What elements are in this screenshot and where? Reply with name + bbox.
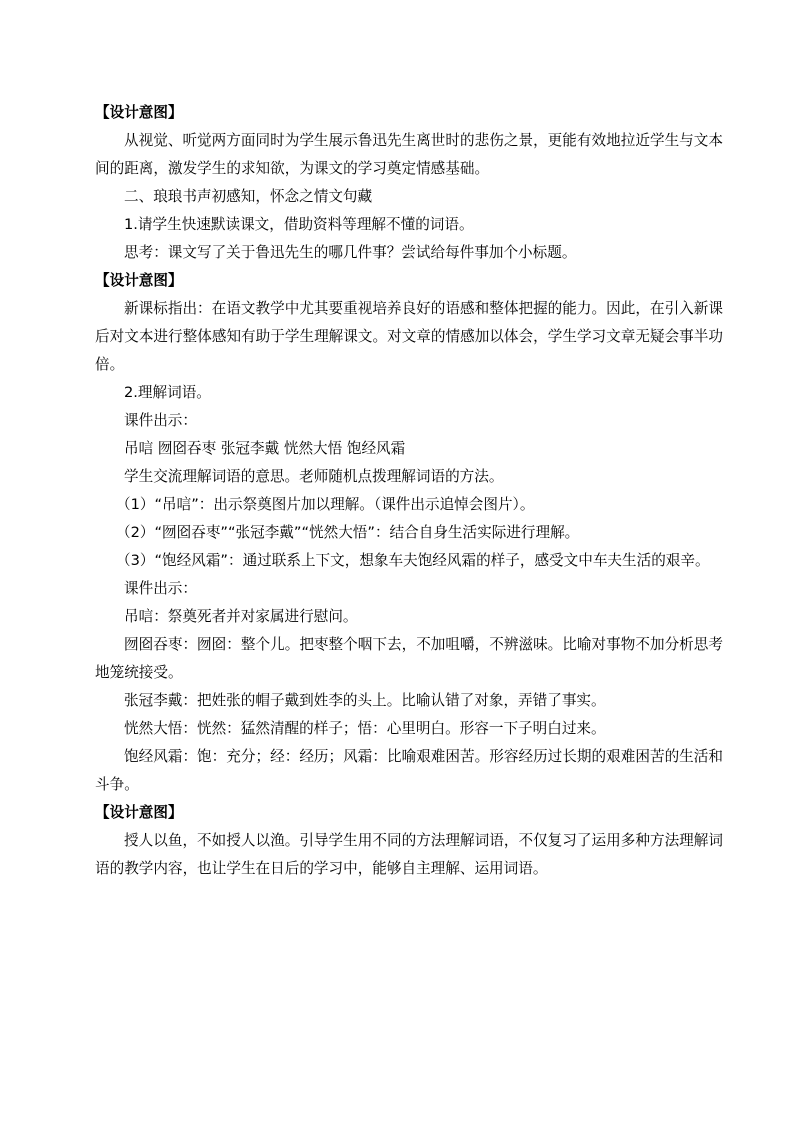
paragraph: 新课标指出：在语文教学中尤其要重视培养良好的语感和整体把握的能力。因此，在引入新课后对文本进行整体感知有助于学生理解课文。对文章的情感加以体会，学生学习文章无疑会事半功倍。 bbox=[95, 300, 723, 373]
numbered-item: （3）“饱经风霜”：通过联系上下文，想象车夫饱经风霜的样子，感受文中车夫生活的艰辛。 bbox=[116, 552, 710, 569]
paragraph: 课件出示： bbox=[124, 412, 197, 429]
paragraph: 学生交流理解词语的意思。老师随机点拨理解词语的方法。 bbox=[124, 468, 504, 485]
paragraph: 思考：课文写了关于鲁迅先生的哪几件事？尝试给每件事加个小标题。 bbox=[124, 244, 577, 261]
definition: 吊唁：祭奠死者并对家属进行慰问。 bbox=[124, 608, 358, 625]
paragraph: 2.理解词语。 bbox=[124, 384, 211, 401]
section-heading: 【设计意图】 bbox=[95, 272, 183, 289]
vocabulary-list: 吊唁 囫囵吞枣 张冠李戴 恍然大悟 饱经风霜 bbox=[124, 440, 406, 457]
paragraph: 从视觉、听觉两方面同时为学生展示鲁迅先生离世时的悲伤之景，更能有效地拉近学生与文本间的距离，激发学生的求知欲，为课文的学习奠定情感基础。 bbox=[95, 132, 723, 177]
paragraph: 授人以鱼，不如授人以渔。引导学生用不同的方法理解词语，不仅复习了运用多种方法理解词语的教学内容，也让学生在日后的学习中，能够自主理解、运用词语。 bbox=[95, 832, 723, 877]
section-heading: 【设计意图】 bbox=[95, 804, 183, 821]
definition: 张冠李戴：把姓张的帽子戴到姓李的头上。比喻认错了对象，弄错了事实。 bbox=[124, 692, 606, 709]
paragraph: 课件出示： bbox=[124, 580, 197, 597]
numbered-item: （2）“囫囵吞枣”“张冠李戴”“恍然大悟”：结合自身生活实际进行理解。 bbox=[116, 524, 580, 541]
section-heading: 【设计意图】 bbox=[95, 104, 183, 121]
definition: 饱经风霜：饱：充分；经：经历；风霜：比喻艰难困苦。形容经历过长期的艰难困苦的生活和斗争。 bbox=[95, 748, 723, 793]
paragraph: 二、琅琅书声初感知，怀念之情文句藏 bbox=[124, 188, 373, 205]
document-content bbox=[95, 99, 723, 883]
definition: 囫囵吞枣：囫囵：整个儿。把枣整个咽下去，不加咀嚼，不辨滋味。比喻对事物不加分析思考地笼统接受。 bbox=[95, 636, 723, 681]
definition: 恍然大悟：恍然：猛然清醒的样子；悟：心里明白。形容一下子明白过来。 bbox=[124, 720, 606, 737]
numbered-item: （1）“吊唁”：出示祭奠图片加以理解。（课件出示追悼会图片）。 bbox=[116, 496, 535, 513]
paragraph: 1.请学生快速默读课文，借助资料等理解不懂的词语。 bbox=[124, 216, 474, 233]
